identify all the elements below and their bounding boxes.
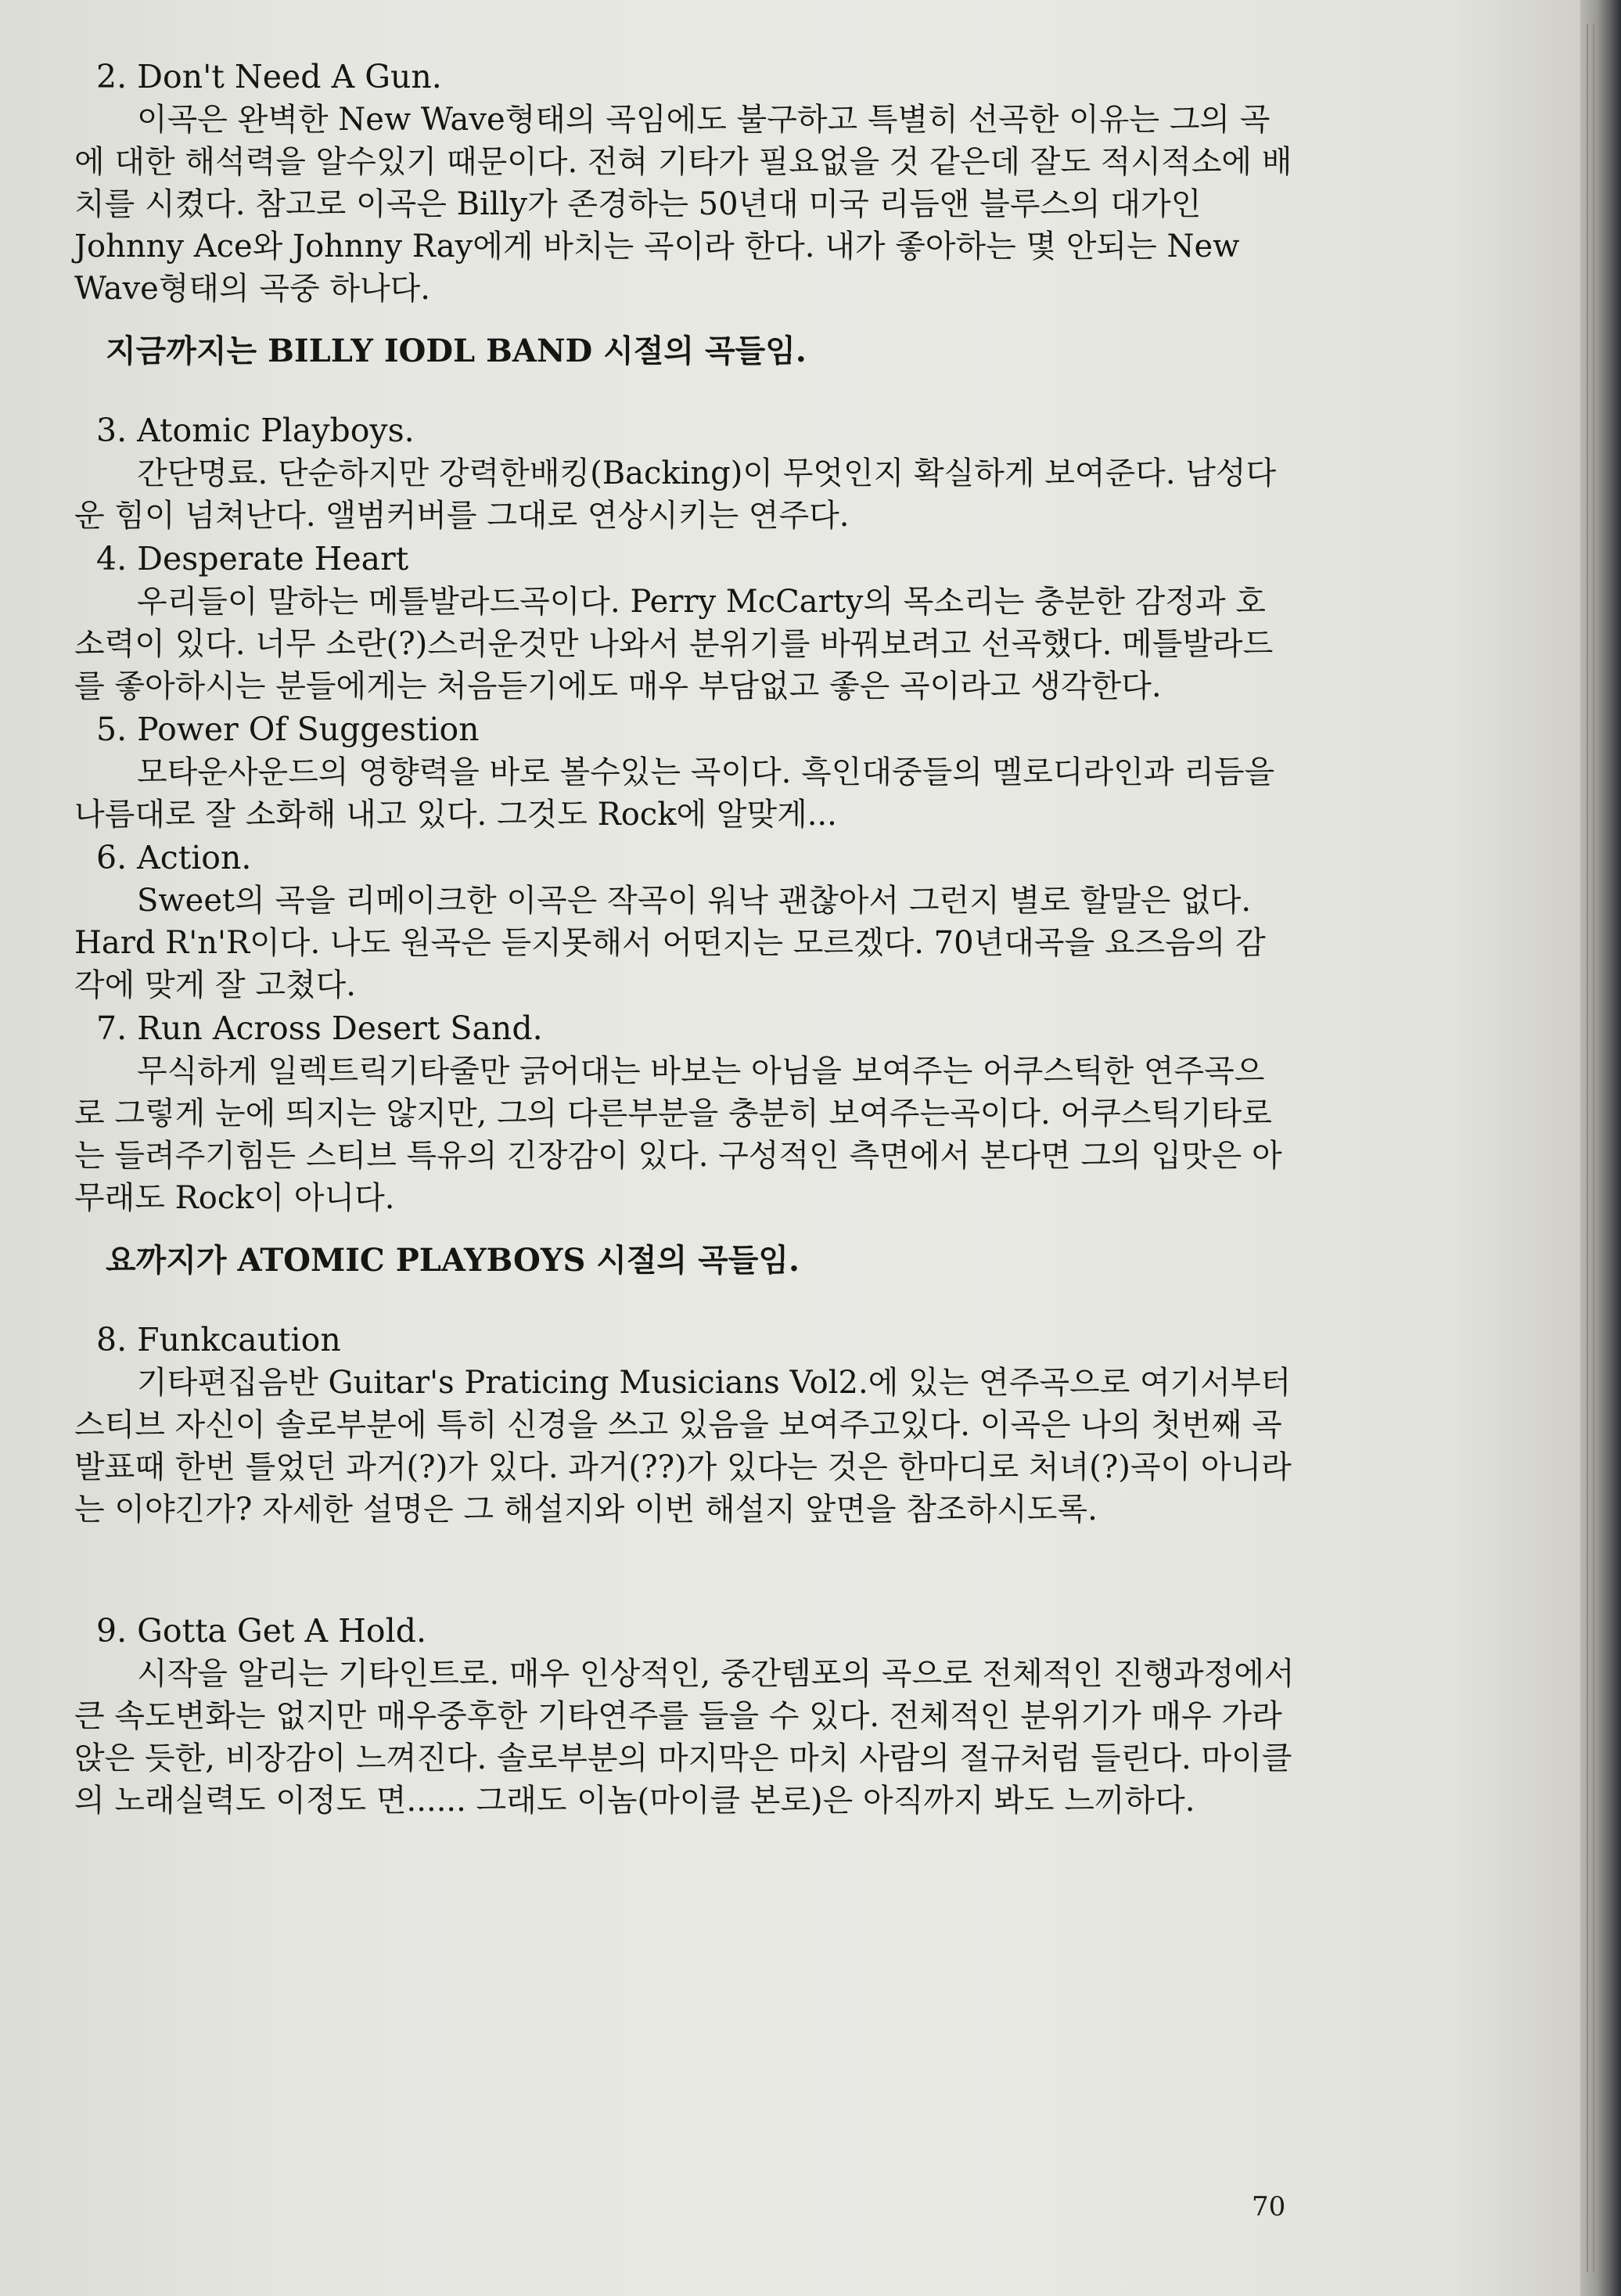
track-title-6: 6. Action.	[96, 839, 252, 876]
book-page-edge	[1580, 0, 1621, 2296]
track-title-4: 4. Desperate Heart	[96, 540, 409, 578]
track-description-8: 기타편집음반 Guitar's Praticing Musicians Vol2.에 있는 연주곡으로 여기서부터 스티브 자신이 솔로부분에 특히 신경을 쓰고 있음을 보여주고있다. 이곡은 나의 첫번째 곡발표때 한번 틀었던 과거(?)가 있다. 과거(??)가 있다는 것은 한마디로 처녀(?)곡이 아니라는 이야긴가? 자세한 설명은 그 해설지와 이번 해설지 앞면을 참조하시도록.	[74, 1365, 1292, 1528]
page-content	[74, 55, 1295, 1822]
track-description-2: 이곡은 완벽한 New Wave형태의 곡임에도 불구하고 특별히 선곡한 이유는 그의 곡에 대한 해석력을 알수있기 때문이다. 전혀 기타가 필요없을 것 같은데 잘도 적시적소에 배치를 시켰다. 참고로 이곡은 Billy가 존경하는 50년대 미국 리듬앤 블루스의 대가인 Johnny Ace와 Johnny Ray에게 바치는 곡이라 한다. 내가 좋아하는 몇 안되는 New Wave형태의 곡중 하나다.	[74, 102, 1292, 307]
atomic-playboys-note: 요까지가 ATOMIC PLAYBOYS 시절의 곡들임.	[106, 1242, 800, 1279]
track-title-5: 5. Power Of Suggestion	[96, 711, 480, 748]
track-description-3: 간단명료. 단순하지만 강력한배킹(Backing)이 무엇인지 확실하게 보여준다. 남성다운 힘이 넘쳐난다. 앨범커버를 그대로 연상시키는 연주다.	[74, 455, 1277, 534]
track-description-7: 무식하게 일렉트릭기타줄만 긁어대는 바보는 아님을 보여주는 어쿠스틱한 연주곡으로 그렇게 눈에 띄지는 않지만, 그의 다른부분을 충분히 보여주는곡이다. 어쿠스틱기타로는 들려주기힘든 스티브 특유의 긴장감이 있다. 구성적인 측면에서 본다면 그의 입맛은 아무래도 Rock이 아니다.	[74, 1053, 1282, 1216]
track-title-9: 9. Gotta Get A Hold.	[96, 1612, 427, 1650]
track-title-7: 7. Run Across Desert Sand.	[96, 1009, 543, 1047]
track-description-4: 우리들이 말하는 메틀발라드곡이다. Perry McCarty의 목소리는 충분한 감정과 호소력이 있다. 너무 소란(?)스러운것만 나와서 분위기를 바꿔보려고 선곡했다. 메틀발라드를 좋아하시는 분들에게는 처음듣기에도 매우 부담없고 좋은 곡이라고 생각한다.	[74, 584, 1274, 704]
page-number: 70	[1252, 2191, 1286, 2222]
billy-idol-band-note: 지금까지는 BILLY IODL BAND 시절의 곡들임.	[106, 333, 807, 369]
track-title-8: 8. Funkcaution	[96, 1321, 341, 1359]
track-description-5: 모타운사운드의 영향력을 바로 볼수있는 곡이다. 흑인대중들의 멜로디라인과 리듬을 나름대로 잘 소화해 내고 있다. 그것도 Rock에 알맞게...	[74, 754, 1275, 833]
track-description-6: Sweet의 곡을 리메이크한 이곡은 작곡이 워낙 괜찮아서 그런지 별로 할말은 없다. Hard R'n'R이다. 나도 원곡은 듣지못해서 어떤지는 모르겠다. 70년대곡을 요즈음의 감각에 맞게 잘 고쳤다.	[74, 883, 1266, 1003]
track-description-9: 시작을 알리는 기타인트로. 매우 인상적인, 중간템포의 곡으로 전체적인 진행과정에서 큰 속도변화는 없지만 매우중후한 기타연주를 들을 수 있다. 전체적인 분위기가 매우 가라앉은 듯한, 비장감이 느껴진다. 솔로부분의 마지막은 마치 사람의 절규처럼 들린다. 마이클의 노래실력도 이정도 면...... 그래도 이놈(마이클 본로)은 아직까지 봐도 느끼하다.	[74, 1656, 1295, 1819]
track-title-2: 2. Don't Need A Gun.	[96, 58, 442, 95]
track-title-3: 3. Atomic Playboys.	[96, 412, 415, 449]
